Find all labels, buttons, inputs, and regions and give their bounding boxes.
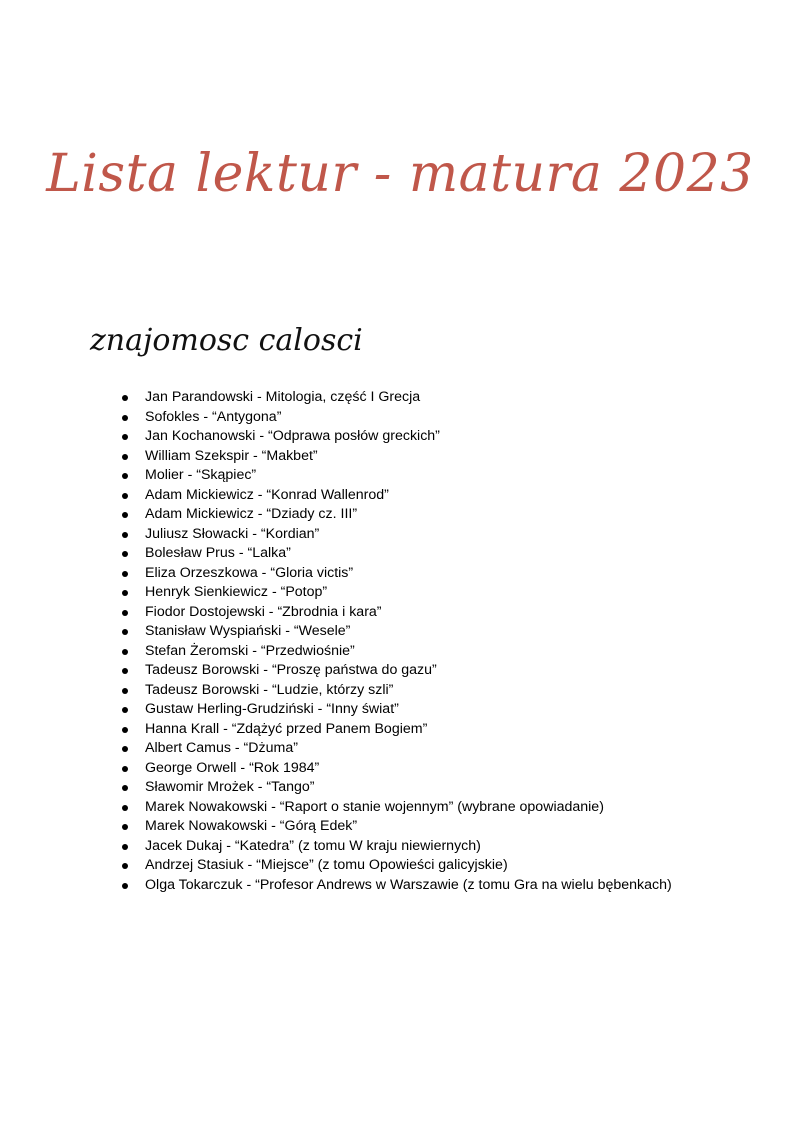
list-item-text: Jan Kochanowski - “Odprawa posłów greckich” <box>145 428 440 444</box>
bullet-icon <box>122 688 128 694</box>
bullet-icon <box>122 863 128 869</box>
list-item-text: Marek Nowakowski - “Górą Edek” <box>145 818 358 834</box>
bullet-icon <box>122 746 128 752</box>
bullet-icon <box>122 473 128 479</box>
list-item <box>118 486 778 506</box>
bullet-icon <box>122 454 128 460</box>
list-item <box>118 798 778 818</box>
list-item-text: Eliza Orzeszkowa - “Gloria victis” <box>145 564 354 581</box>
bullet-icon <box>122 766 128 772</box>
list-item-text: Sofokles - “Antygona” <box>145 408 282 425</box>
list-item <box>118 681 778 701</box>
bullet-icon <box>122 532 128 538</box>
list-item-text: Juliusz Słowacki - “Kordian” <box>145 525 320 542</box>
bullet-icon <box>122 434 128 440</box>
bullet-icon <box>122 395 128 401</box>
bullet-icon <box>122 727 128 733</box>
page-title: Lista lektur - matura 2023 <box>46 144 754 204</box>
list-item <box>118 603 778 623</box>
list-item <box>118 408 778 428</box>
list-item-text: Jacek Dukaj - “Katedra” (z tomu W kraju niewiernych) <box>145 837 481 854</box>
list-item <box>118 876 778 896</box>
bullet-icon <box>122 551 128 557</box>
list-item <box>118 642 778 662</box>
bullet-icon <box>122 707 128 713</box>
list-item <box>118 817 778 837</box>
list-item-text: Stefan Żeromski - “Przedwiośnie” <box>145 642 355 659</box>
list-item-text: Sławomir Mrożek - “Tango” <box>145 779 315 795</box>
list-item <box>118 466 778 486</box>
bullet-icon <box>122 824 128 830</box>
bullet-icon <box>122 590 128 596</box>
list-item <box>118 388 778 408</box>
list-item <box>118 837 778 857</box>
bullet-icon <box>122 668 128 674</box>
list-item-text: Jan Parandowski - Mitologia, część I Grecja <box>145 389 421 405</box>
list-item <box>118 583 778 603</box>
list-item-text: Stanisław Wyspiański - “Wesele” <box>145 623 351 639</box>
list-item-text: William Szekspir - “Makbet” <box>145 447 318 464</box>
reading-list <box>118 388 778 895</box>
bullet-icon <box>122 512 128 518</box>
list-item <box>118 856 778 876</box>
bullet-icon <box>122 883 128 889</box>
bullet-icon <box>122 844 128 850</box>
list-item-text: Olga Tokarczuk - “Profesor Andrews w Warszawie (z tomu Gra na wielu bębenkach) <box>145 876 672 893</box>
list-item <box>118 447 778 467</box>
list-item-text: George Orwell - “Rok 1984” <box>145 759 320 776</box>
bullet-icon <box>122 649 128 655</box>
list-item <box>118 564 778 584</box>
bullet-icon <box>122 610 128 616</box>
list-item-text: Albert Camus - “Dżuma” <box>145 740 298 756</box>
bullet-icon <box>122 415 128 421</box>
list-item <box>118 505 778 525</box>
list-item-text: Fiodor Dostojewski - “Zbrodnia i kara” <box>145 603 382 620</box>
list-item-text: Adam Mickiewicz - “Konrad Wallenrod” <box>145 486 389 503</box>
list-item-text: Gustaw Herling-Grudziński - “Inny świat” <box>145 701 399 717</box>
list-item-text: Hanna Krall - “Zdążyć przed Panem Bogiem” <box>145 720 428 737</box>
bullet-icon <box>122 805 128 811</box>
list-item <box>118 700 778 720</box>
list-item <box>118 525 778 545</box>
list-item-text: Bolesław Prus - “Lalka” <box>145 545 291 561</box>
list-item-text: Marek Nowakowski - “Raport o stanie wojennym” (wybrane opowiadanie) <box>145 798 604 815</box>
bullet-icon <box>122 571 128 577</box>
list-item-text: Tadeusz Borowski - “Proszę państwa do gazu” <box>145 662 437 678</box>
list-item-text: Adam Mickiewicz - “Dziady cz. III” <box>145 506 358 522</box>
list-item <box>118 661 778 681</box>
list-item-text: Molier - “Skąpiec” <box>145 467 257 483</box>
list-item <box>118 720 778 740</box>
list-item-text: Tadeusz Borowski - “Ludzie, którzy szli” <box>145 681 394 698</box>
section-heading: znajomosc calosci <box>90 323 363 358</box>
list-item-text: Henryk Sienkiewicz - “Potop” <box>145 584 328 600</box>
list-item <box>118 739 778 759</box>
list-item <box>118 622 778 642</box>
list-item-text: Andrzej Stasiuk - “Miejsce” (z tomu Opowieści galicyjskie) <box>145 857 508 873</box>
bullet-icon <box>122 785 128 791</box>
list-item <box>118 544 778 564</box>
list-item <box>118 759 778 779</box>
bullet-icon <box>122 629 128 635</box>
bullet-icon <box>122 493 128 499</box>
list-item <box>118 778 778 798</box>
list-item <box>118 427 778 447</box>
